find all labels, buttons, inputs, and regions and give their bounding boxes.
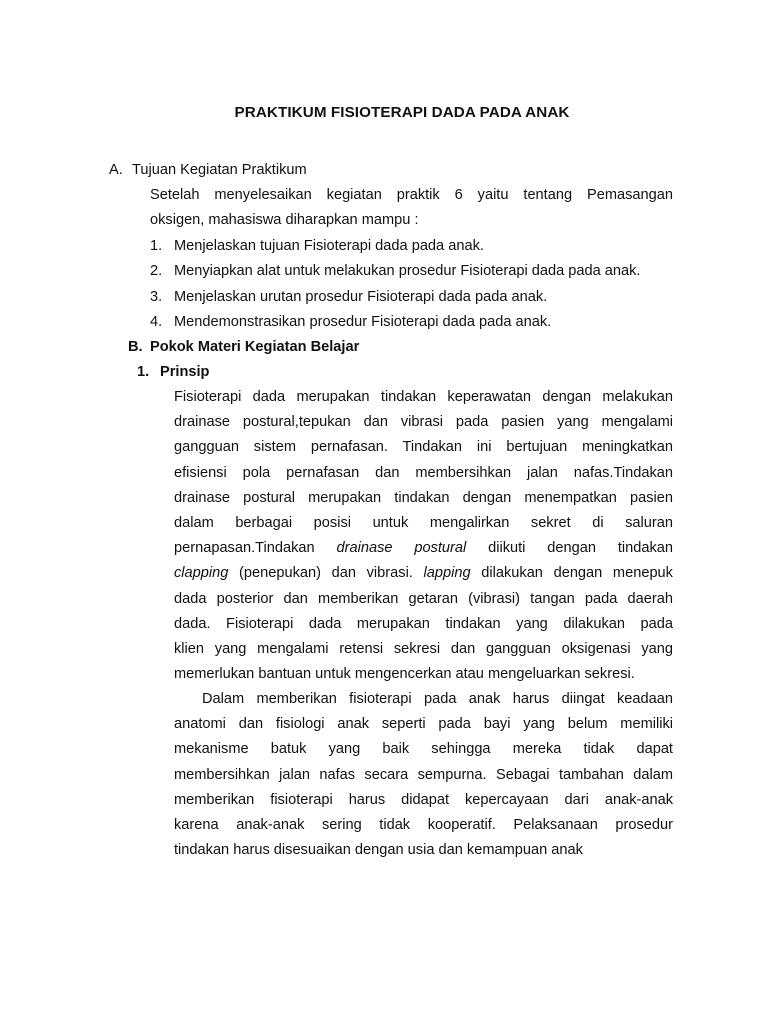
subsection-heading: Prinsip xyxy=(160,364,210,380)
paragraph-line: memberikan fisioterapi harus didapat kepercayaan dari anak-anak xyxy=(174,791,673,808)
page-title: PRAKTIKUM FISIOTERAPI DADA PADA ANAK xyxy=(234,104,570,121)
objective-text: Mendemonstrasikan prosedur Fisioterapi dada pada anak. xyxy=(174,314,552,330)
paragraph-line: dada. Fisioterapi dada merupakan tindakan yang dilakukan pada xyxy=(174,615,673,632)
paragraph-line: tindakan harus disesuaikan dengan usia dan kemampuan anak xyxy=(174,842,583,859)
objective-number: 3. xyxy=(150,289,163,305)
objective-number: 1. xyxy=(150,238,163,254)
objective-text: Menjelaskan urutan prosedur Fisioterapi dada pada anak. xyxy=(174,289,548,305)
paragraph-line: klien yang mengalami retensi sekresi dan gangguan oksigenasi yang xyxy=(174,640,673,657)
paragraph-line-mixed xyxy=(174,539,673,564)
section-b-marker: B. xyxy=(128,339,143,355)
paragraph-line: gangguan sistem pernafasan. Tindakan ini bertujuan meningkatkan xyxy=(174,439,673,456)
italic-term: clapping xyxy=(174,565,229,582)
section-a-marker: A. xyxy=(109,162,123,178)
paragraph-line: dada posterior dan memberikan getaran (vibrasi) tangan pada daerah xyxy=(174,590,673,607)
paragraph-line: membersihkan jalan nafas secara sempurna. Sebagai tambahan dalam xyxy=(174,766,673,783)
paragraph-line: drainase postural merupakan tindakan dengan menempatkan pasien xyxy=(174,489,673,506)
paragraph-line: efisiensi pola pernafasan dan membersihkan jalan nafas.Tindakan xyxy=(174,464,673,481)
section-b-heading: Pokok Materi Kegiatan Belajar xyxy=(150,339,360,355)
section-a-heading: Tujuan Kegiatan Praktikum xyxy=(132,162,307,178)
text-run: dilakukan dengan menepuk xyxy=(481,565,673,582)
paragraph-line: dalam berbagai posisi untuk mengalirkan sekret di saluran xyxy=(174,514,673,531)
section-a-intro-line-2: oksigen, mahasiswa diharapkan mampu : xyxy=(150,212,419,228)
paragraph-line: memerlukan bantuan untuk mengencerkan atau mengeluarkan sekresi. xyxy=(174,666,635,683)
text-run: diikuti dengan tindakan xyxy=(488,540,673,557)
paragraph-line: Fisioterapi dada merupakan tindakan keperawatan dengan melakukan xyxy=(174,389,673,405)
italic-term: drainase postural xyxy=(336,540,467,557)
objective-text: Menjelaskan tujuan Fisioterapi dada pada anak. xyxy=(174,238,484,254)
subsection-number: 1. xyxy=(137,364,150,380)
section-a-intro-line-1: Setelah menyelesaikan kegiatan praktik 6 yaitu tentang Pemasangan xyxy=(150,187,673,203)
objective-number: 2. xyxy=(150,263,163,279)
paragraph-line: Dalam memberikan fisioterapi pada anak harus diingat keadaan xyxy=(202,691,673,707)
paragraph-prinsip-2 xyxy=(174,690,673,866)
objective-text: Menyiapkan alat untuk melakukan prosedur Fisioterapi dada pada anak. xyxy=(174,263,641,279)
paragraph-line: drainase postural,tepukan dan vibrasi pada pasien yang mengalami xyxy=(174,414,673,431)
italic-term: lapping xyxy=(423,565,471,582)
paragraph-prinsip-1 xyxy=(174,388,673,690)
paragraph-line-mixed xyxy=(174,564,673,589)
text-run: (penepukan) dan vibrasi. xyxy=(239,565,413,582)
text-run: pernapasan.Tindakan xyxy=(174,540,315,557)
paragraph-line: mekanisme batuk yang baik sehingga mereka tidak dapat xyxy=(174,741,673,758)
objective-number: 4. xyxy=(150,314,163,330)
paragraph-line: anatomi dan fisiologi anak seperti pada bayi yang belum memiliki xyxy=(174,716,673,733)
paragraph-line: karena anak-anak sering tidak kooperatif. Pelaksanaan prosedur xyxy=(174,816,673,833)
